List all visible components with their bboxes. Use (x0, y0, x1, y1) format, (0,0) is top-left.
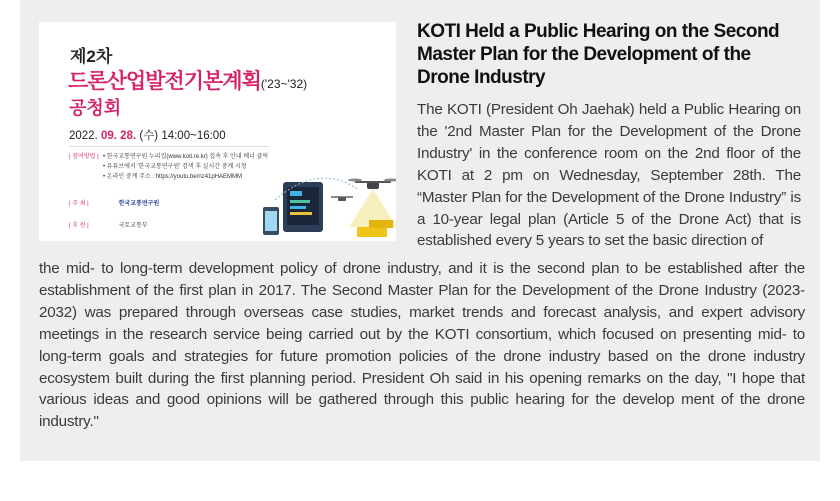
poster-info-label: | 참여방법 | (69, 154, 99, 160)
poster-info-line: • 온라인 중계 주소 : https://youtu.be/nz41pHAEMMM (103, 174, 243, 180)
article-thumbnail[interactable] (39, 22, 396, 241)
drone-illustration (39, 22, 396, 241)
news-card (20, 0, 820, 461)
poster-date-prefix: 2022. (69, 130, 98, 142)
poster-title-years: ('23~'32) (260, 77, 308, 91)
article-header (417, 20, 801, 89)
poster-sponsor-org: 국토교통부 (118, 223, 148, 229)
poster-host-label: | 주 최 | (69, 201, 89, 207)
article-body-bottom: the mid- to long-term development policy of drone industry, and it is the second plan to be established after the establishment of the first plan in 2017. The Second Master Plan for the Development of the Drone Industry (2023-2032) was prepared through overseas case studies, market trends and forecast analysis, and expert advisory meetings in the research service being carried out by the KOTI consortium, which focused on presenting mid- to long-term goals and strategies for future promotion policies of the drone industry based on the drone industry ecosystem built during the first planning period. President Oh said in his opening remarks on the day, "I hope that various ideas and good opinions will be gathered through this public hearing for the develop ment of the drone industry." (39, 260, 805, 431)
article-title[interactable]: KOTI Held a Public Hearing on the Second Master Plan for the Development of the Drone Industry (417, 21, 780, 88)
poster-host-org: 한국교통연구원 (118, 201, 160, 207)
tablet-icon (263, 207, 279, 235)
poster-date-suffix: (수) 14:00~16:00 (139, 130, 226, 142)
poster-info-line: • 유튜브에서 '한국교통연구원' 검색 후 실시간 중계 시청 (103, 164, 247, 170)
poster-title-line1: 제2차 (70, 47, 113, 66)
article-body-top: The KOTI (President Oh Jaehak) held a Public Hearing on the '2nd Master Plan for the Development of the Drone Industry' in the conference room on the 2nd floor of the KOTI at 2 pm on Wednesday, September 28th. The “Master Plan for the Development of the Drone Industry” is a 10-year legal plan (Article 5 of the Drone Act) that is established every 5 years to set the basic direction of (417, 101, 801, 250)
poster-info-line: • 한국교통연구원 누리집(www.koti.re.kr) 접속 후 안내 배너 클릭 (103, 154, 269, 160)
poster-title-line3: 공청회 (69, 98, 122, 118)
poster-title-main: 드론산업발전기본계획 (68, 70, 261, 93)
poster-date-highlight: 09. 28. (100, 130, 137, 142)
small-drone-icon (331, 197, 353, 201)
poster-sponsor-label: | 후 원 | (69, 223, 89, 229)
drone-icon (348, 179, 396, 228)
